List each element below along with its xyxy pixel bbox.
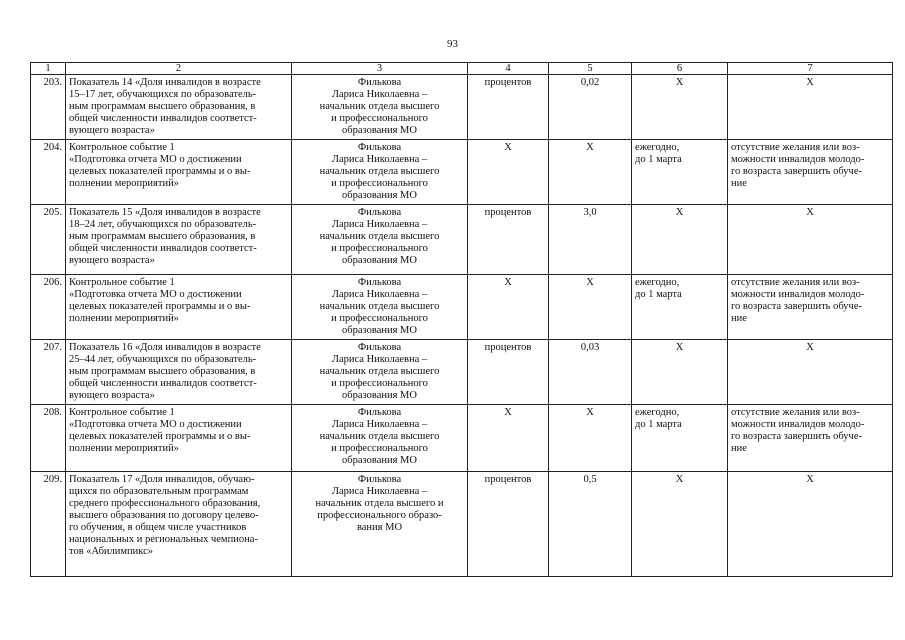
- term-cell: Х: [632, 472, 728, 577]
- table-row: [31, 405, 893, 472]
- responsible-cell: Филькова Лариса Николаевна – начальник отдела высшего и профессионального образования МО: [292, 205, 468, 275]
- indicator-name-cell: Показатель 14 «Доля инвалидов в возрасте 15–17 лет, обучающихся по образователь- ным программам высшего образования, в общей численности инвалидов соответст- вующего возраста»: [66, 75, 292, 140]
- responsible-cell: Филькова Лариса Николаевна – начальник отдела высшего и профессионального образования МО: [292, 405, 468, 472]
- indicator-name-cell: Показатель 15 «Доля инвалидов в возрасте 18–24 лет, обучающихся по образователь- ным программам высшего образования, в общей численности инвалидов соответст- вующего возраста»: [66, 205, 292, 275]
- unit-cell: Х: [468, 140, 549, 205]
- table-row: [31, 205, 893, 275]
- value-cell: 0,03: [549, 340, 632, 405]
- row-number-cell: 209.: [31, 472, 66, 577]
- value-cell: 3,0: [549, 205, 632, 275]
- note-cell: Х: [728, 75, 893, 140]
- header-cell: 5: [549, 63, 632, 75]
- note-cell: отсутствие желания или воз- можности инвалидов молодо- го возраста завершить обуче- ние: [728, 275, 893, 340]
- term-cell: ежегодно, до 1 марта: [632, 140, 728, 205]
- indicator-name-cell: Контрольное событие 1 «Подготовка отчета МО о достижении целевых показателей программы и о вы- полнении мероприятий»: [66, 275, 292, 340]
- note-cell: Х: [728, 340, 893, 405]
- table-row: [31, 75, 893, 140]
- value-cell: Х: [549, 275, 632, 340]
- page-number: 93: [447, 38, 458, 50]
- row-number-cell: 207.: [31, 340, 66, 405]
- unit-cell: процентов: [468, 472, 549, 577]
- unit-cell: процентов: [468, 75, 549, 140]
- table-row: [31, 472, 893, 577]
- indicators-table: [30, 62, 893, 577]
- note-cell: Х: [728, 205, 893, 275]
- value-cell: Х: [549, 140, 632, 205]
- term-cell: Х: [632, 205, 728, 275]
- indicator-name-cell: Показатель 17 «Доля инвалидов, обучаю- щихся по образовательным программам среднего профессионального образования, высшего образования по договору целево- го обучения, в общем числе участников национальных и региональных чемпиона- тов «Абилимпикс»: [66, 472, 292, 577]
- row-number-cell: 205.: [31, 205, 66, 275]
- indicator-name-cell: Контрольное событие 1 «Подготовка отчета МО о достижении целевых показателей программы и о вы- полнении мероприятий»: [66, 140, 292, 205]
- value-cell: Х: [549, 405, 632, 472]
- header-cell: 3: [292, 63, 468, 75]
- term-cell: Х: [632, 75, 728, 140]
- indicator-name-cell: Показатель 16 «Доля инвалидов в возрасте 25–44 лет, обучающихся по образователь- ным программам высшего образования, в общей численности инвалидов соответст- вующего возраста»: [66, 340, 292, 405]
- unit-cell: процентов: [468, 340, 549, 405]
- table-row: [31, 140, 893, 205]
- table-row: [31, 275, 893, 340]
- table-row: [31, 340, 893, 405]
- unit-cell: процентов: [468, 205, 549, 275]
- unit-cell: Х: [468, 405, 549, 472]
- header-row: [31, 63, 893, 75]
- responsible-cell: Филькова Лариса Николаевна – начальник отдела высшего и профессионального образования МО: [292, 140, 468, 205]
- term-cell: Х: [632, 340, 728, 405]
- row-number-cell: 204.: [31, 140, 66, 205]
- value-cell: 0,5: [549, 472, 632, 577]
- responsible-cell: Филькова Лариса Николаевна – начальник отдела высшего и профессионального образования МО: [292, 75, 468, 140]
- header-cell: 7: [728, 63, 893, 75]
- header-cell: 4: [468, 63, 549, 75]
- value-cell: 0,02: [549, 75, 632, 140]
- row-number-cell: 203.: [31, 75, 66, 140]
- term-cell: ежегодно, до 1 марта: [632, 405, 728, 472]
- term-cell: ежегодно, до 1 марта: [632, 275, 728, 340]
- header-cell: 6: [632, 63, 728, 75]
- responsible-cell: Филькова Лариса Николаевна – начальник отдела высшего и профессионального образования МО: [292, 340, 468, 405]
- header-cell: 2: [66, 63, 292, 75]
- note-cell: отсутствие желания или воз- можности инвалидов молодо- го возраста завершить обуче- ние: [728, 405, 893, 472]
- responsible-cell: Филькова Лариса Николаевна – начальник отдела высшего и профессионального образования МО: [292, 275, 468, 340]
- row-number-cell: 206.: [31, 275, 66, 340]
- note-cell: отсутствие желания или воз- можности инвалидов молодо- го возраста завершить обуче- ние: [728, 140, 893, 205]
- row-number-cell: 208.: [31, 405, 66, 472]
- note-cell: Х: [728, 472, 893, 577]
- header-cell: 1: [31, 63, 66, 75]
- responsible-cell: Филькова Лариса Николаевна – начальник отдела высшего и профессионального образо- вания МО: [292, 472, 468, 577]
- indicator-name-cell: Контрольное событие 1 «Подготовка отчета МО о достижении целевых показателей программы и о вы- полнении мероприятий»: [66, 405, 292, 472]
- unit-cell: Х: [468, 275, 549, 340]
